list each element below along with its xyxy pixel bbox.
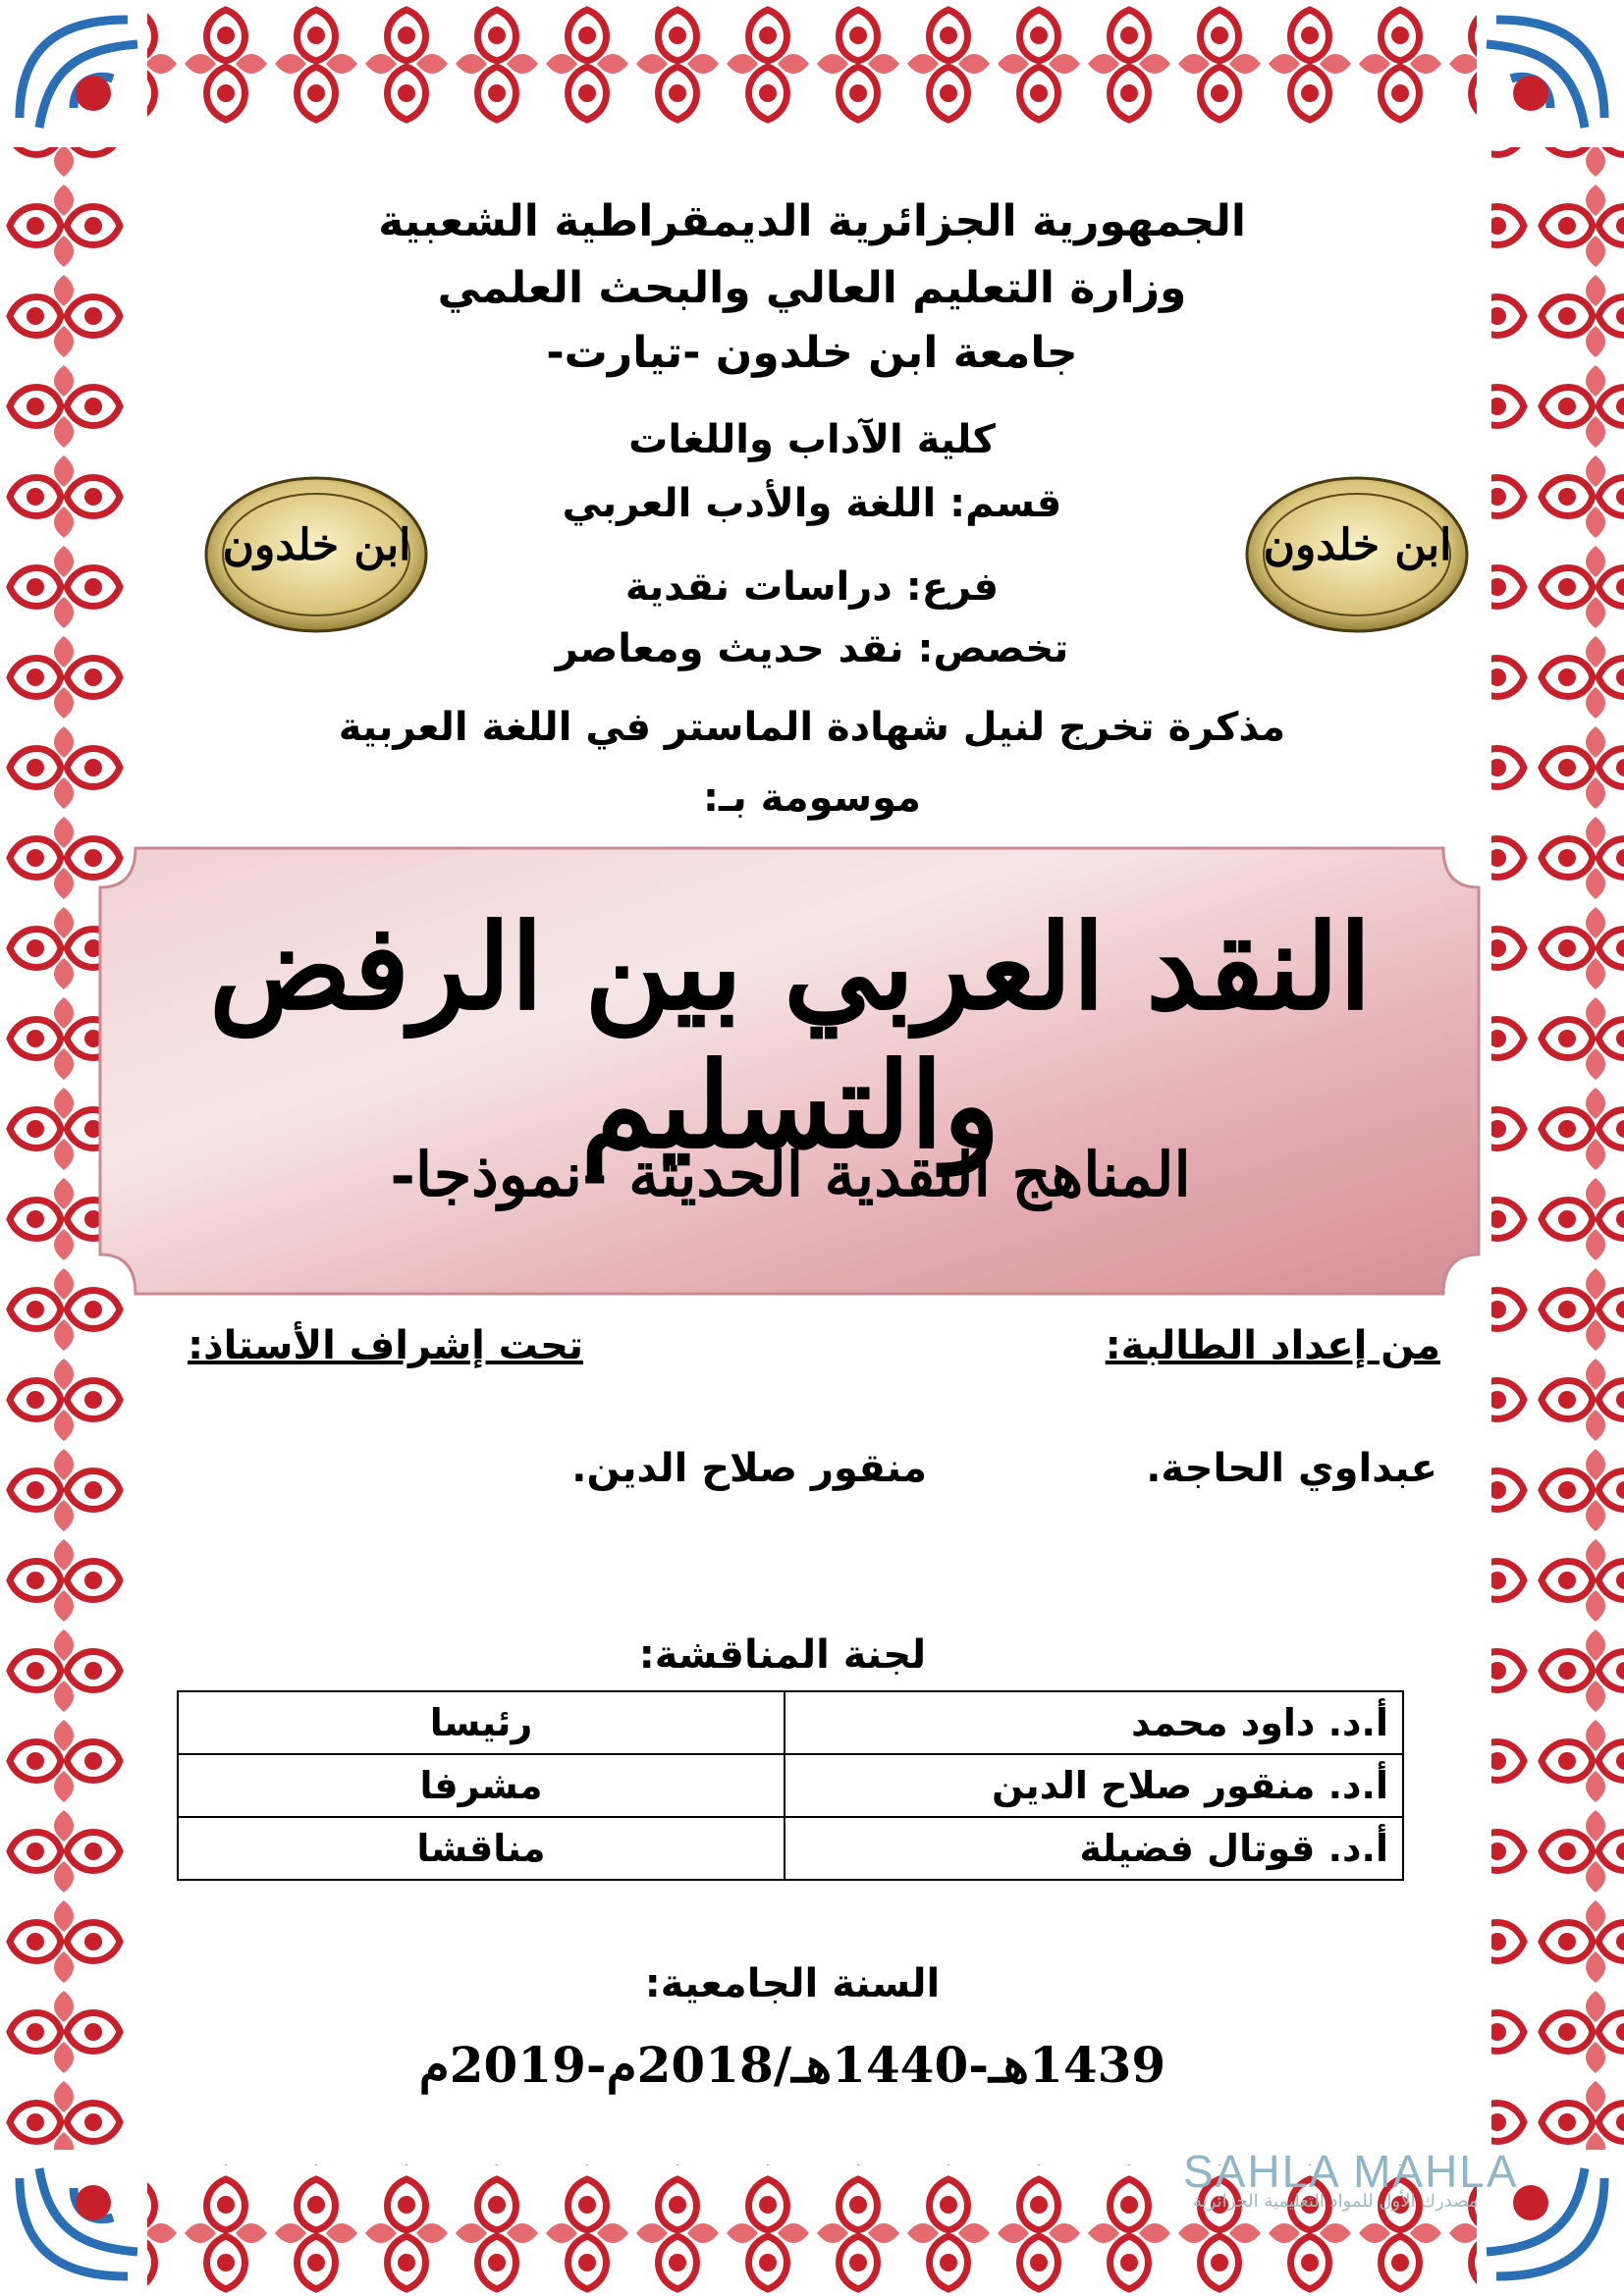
thesis-title: النقد العربي بين الرفض والتسليم (208, 898, 1372, 1175)
table-row (178, 1754, 1403, 1817)
member-name: أ.د. قوتال فضيلة (785, 1817, 1403, 1880)
watermark-tagline: مصدرك الأول للمواد التعليمية الجزائرية (1193, 2191, 1479, 2212)
table-row (178, 1817, 1403, 1880)
member-role: رئيسا (178, 1691, 785, 1754)
watermark-brand: SAHLA MAHLA (1183, 2146, 1519, 2197)
seal-text-left: ابن خلدون (222, 520, 411, 570)
specialty-line: تخصص: نقد حديث ومعاصر (555, 626, 1069, 671)
department-line: قسم: اللغة والأدب العربي (562, 481, 1062, 526)
academic-year-label: السنة الجامعية: (644, 1961, 941, 2006)
supervisor-label: تحت إشراف الأستاذ: (188, 1323, 583, 1368)
thesis-subtitle: المناهج النقدية الحديثة -نموذجا- (390, 1139, 1191, 1210)
student-label: من إعداد الطالبة: (1105, 1323, 1440, 1368)
faculty-line: كلية الآداب واللغات (628, 417, 996, 462)
ministry-line: وزارة التعليم العالي والبحث العلمي (437, 263, 1187, 313)
branch-line: فرع: دراسات نقدية (624, 564, 1000, 610)
academic-year-value: 1439هـ-1440هـ/2018م-2019م (418, 2036, 1166, 2094)
committee-table (177, 1690, 1404, 1881)
table-row (178, 1691, 1403, 1754)
committee-label: لجنة المناقشة: (638, 1632, 927, 1678)
university-line: جامعة ابن خلدون -تيارت- (546, 328, 1078, 378)
purpose-line: مذكرة تخرج لنيل شهادة الماستر في اللغة العربية (338, 705, 1286, 750)
republic-line: الجمهورية الجزائرية الديمقراطية الشعبية (378, 196, 1246, 246)
seal-text-right: ابن خلدون (1263, 520, 1452, 570)
member-role: مشرفا (178, 1754, 785, 1817)
student-name: عبداوي الحاجة. (1146, 1446, 1437, 1491)
member-name: أ.د. داود محمد (785, 1691, 1403, 1754)
supervisor-name: منقور صلاح الدين. (571, 1446, 927, 1491)
member-role: مناقشا (178, 1817, 785, 1880)
titled-line: موسومة بـ: (703, 775, 921, 821)
member-name: أ.د. منقور صلاح الدين (785, 1754, 1403, 1817)
